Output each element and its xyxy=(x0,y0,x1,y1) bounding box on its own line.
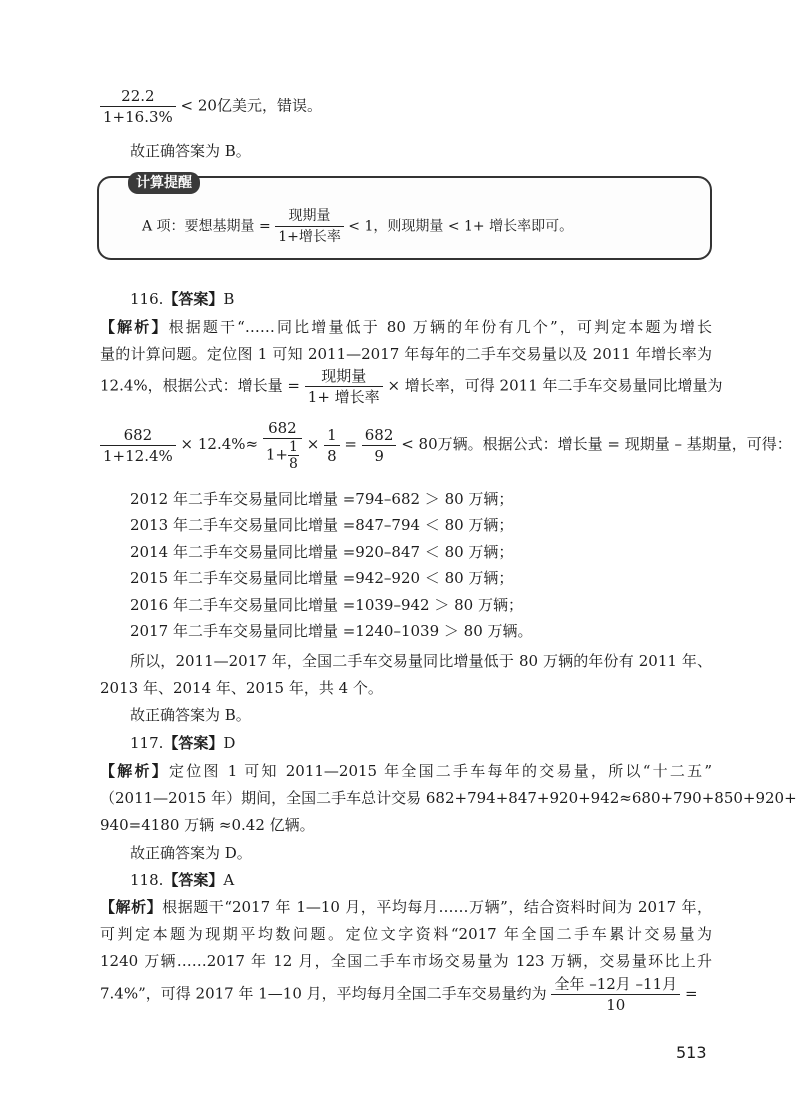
q116-analysis-tag: 【解析】 xyxy=(100,318,169,336)
q117-answer: 故正确答案为 D。 xyxy=(130,844,252,862)
q116-answer: 故正确答案为 B。 xyxy=(130,706,251,724)
q118-number: 118. xyxy=(130,871,164,889)
q118-fraction-numerator: 全年 –12月 –11月 xyxy=(551,974,680,995)
q116-conclusion-1: 所以，2011—2017 年，全国二手车交易量同比增量低于 80 万辆的年份有 2011 年、 xyxy=(130,652,712,670)
tip-suffix: < 1，则现期量 < 1+ 增长率即可。 xyxy=(348,218,574,235)
q116-fraction-2 xyxy=(263,418,302,472)
top-fraction-denominator: 1+16.3% xyxy=(103,108,173,126)
q118-fraction-denominator: 10 xyxy=(606,996,626,1014)
page-number: 513 xyxy=(676,1043,707,1062)
tip-prefix: A 项：要想基期量 = xyxy=(142,218,271,235)
q117-line-1-text: 定位图 1 可知 2011—2015 年全国二手车每年的交易量，所以“十二五” xyxy=(168,762,712,780)
q116-fraction-4-numerator: 682 xyxy=(362,425,397,446)
q116-number: 116. xyxy=(130,290,164,308)
q116-header xyxy=(130,288,234,310)
q116-mid-1: × 12.4%≈ xyxy=(180,435,259,453)
q118-fraction xyxy=(551,974,680,1015)
q116-line-4-post: < 80万辆。根据公式：增长量 = 现期量 – 基期量，可得： xyxy=(401,435,792,453)
q116-nested-fraction-numerator: 1 xyxy=(289,439,298,455)
q116-analysis-line-2: 量的计算问题。定位图 1 可知 2011—2017 年每年的二手车交易量以及 2011 年增长率为 xyxy=(100,345,712,363)
tip-badge: 计算提醒 xyxy=(128,172,200,194)
q116-conclusion-2: 2013 年、2014 年、2015 年，共 4 个。 xyxy=(100,679,383,697)
q117-number: 117. xyxy=(130,734,164,752)
tip-fraction-denominator: 1+增长率 xyxy=(278,229,341,245)
q118-analysis-line-4 xyxy=(100,974,698,1015)
q116-answer-tag: 【答案】 xyxy=(163,290,224,308)
top-formula-rest: < 20亿美元，错误。 xyxy=(180,96,322,115)
q117-analysis-line-1 xyxy=(100,760,712,782)
q116-fraction-1 xyxy=(100,425,176,466)
q116-times: × xyxy=(306,435,320,453)
q116-fraction-2-numerator: 682 xyxy=(263,418,302,439)
q116-fraction-3-numerator: 1 xyxy=(324,425,340,446)
q118-line-4-pre: 7.4%”，可得 2017 年 1—10 月，平均每月全国二手车交易量约为 xyxy=(100,984,547,1003)
q116-growth-fraction-numerator: 现期量 xyxy=(305,366,383,387)
tip-fraction xyxy=(275,206,344,247)
q118-line-1-text: 根据题干“2017 年 1—10 月，平均每月……万辆”，结合资料时间为 2017 年， xyxy=(162,898,712,916)
q116-analysis-line-3 xyxy=(100,366,723,407)
top-fraction-numerator: 22.2 xyxy=(100,86,176,107)
top-formula xyxy=(100,86,322,127)
q116-fraction-4-denominator: 9 xyxy=(374,446,384,465)
q117-analysis-line-3: 940=4180 万辆 ≈0.42 亿辆。 xyxy=(100,816,315,834)
q117-answer-tag: 【答案】 xyxy=(163,734,224,752)
q116-fraction-3 xyxy=(324,425,340,466)
q116-line-3-post: × 增长率，可得 2011 年二手车交易量同比增量为 xyxy=(387,376,723,395)
q116-year-2014: 2014 年二手车交易量同比增量 =920–847 ＜ 80 万辆； xyxy=(130,543,514,561)
q116-line-3-pre: 12.4%，根据公式：增长量 = xyxy=(100,376,300,395)
q116-nested-fraction-denominator: 8 xyxy=(289,456,298,472)
q116-analysis-line-4 xyxy=(100,418,792,472)
q118-line-4-post: = xyxy=(684,984,698,1003)
q116-year-2016: 2016 年二手车交易量同比增量 =1039–942 ＞ 80 万辆； xyxy=(130,596,523,614)
q116-fraction-3-denominator: 8 xyxy=(327,446,337,465)
q117-analysis-tag: 【解析】 xyxy=(100,762,169,780)
q118-analysis-line-1 xyxy=(100,896,712,918)
tip-content xyxy=(142,206,573,247)
q116-year-2017: 2017 年二手车交易量同比增量 =1240–1039 ＞ 80 万辆。 xyxy=(130,622,533,640)
q117-header xyxy=(130,732,235,754)
top-answer: 故正确答案为 B。 xyxy=(130,142,251,160)
top-fraction xyxy=(100,86,176,127)
q116-fraction-4 xyxy=(362,425,397,466)
q116-line-1-text: 根据题干“……同比增量低于 80 万辆的年份有几个”，可判定本题为增长 xyxy=(168,318,712,336)
q116-fraction-1-denominator: 1+12.4% xyxy=(103,446,173,465)
q118-answer-letter: A xyxy=(223,871,235,889)
q116-growth-fraction-denominator: 1+ 增长率 xyxy=(307,388,380,406)
q118-answer-tag: 【答案】 xyxy=(163,871,224,889)
q116-fraction-1-numerator: 682 xyxy=(100,425,176,446)
tip-fraction-numerator: 现期量 xyxy=(275,206,344,227)
q116-nested-fraction xyxy=(288,439,299,472)
q117-analysis-line-2: （2011—2015 年）期间，全国二手车总计交易 682+794+847+920+942≈680+790+850+920+ xyxy=(100,789,797,807)
q116-growth-fraction xyxy=(305,366,383,407)
q118-analysis-tag: 【解析】 xyxy=(100,898,163,916)
q116-equals: = xyxy=(344,435,357,453)
q116-year-2013: 2013 年二手车交易量同比增量 =847–794 ＜ 80 万辆； xyxy=(130,516,514,534)
q118-analysis-line-2: 可判定本题为现期平均数问题。定位文字资料“2017 年全国二手车累计交易量为 xyxy=(100,925,712,943)
q116-answer-letter: B xyxy=(223,290,235,308)
q118-header xyxy=(130,869,234,891)
q116-analysis-line-1 xyxy=(100,316,712,338)
q118-analysis-line-3: 1240 万辆……2017 年 12 月，全国二手车市场交易量为 123 万辆，交易量环比上升 xyxy=(100,952,712,970)
q117-answer-letter: D xyxy=(223,734,236,752)
q116-fraction-2-denominator xyxy=(263,439,302,472)
q116-fraction-2-den-prefix: 1+ xyxy=(265,445,289,464)
q116-year-2012: 2012 年二手车交易量同比增量 =794–682 ＞ 80 万辆； xyxy=(130,490,514,508)
q116-year-2015: 2015 年二手车交易量同比增量 =942–920 ＜ 80 万辆； xyxy=(130,569,514,587)
